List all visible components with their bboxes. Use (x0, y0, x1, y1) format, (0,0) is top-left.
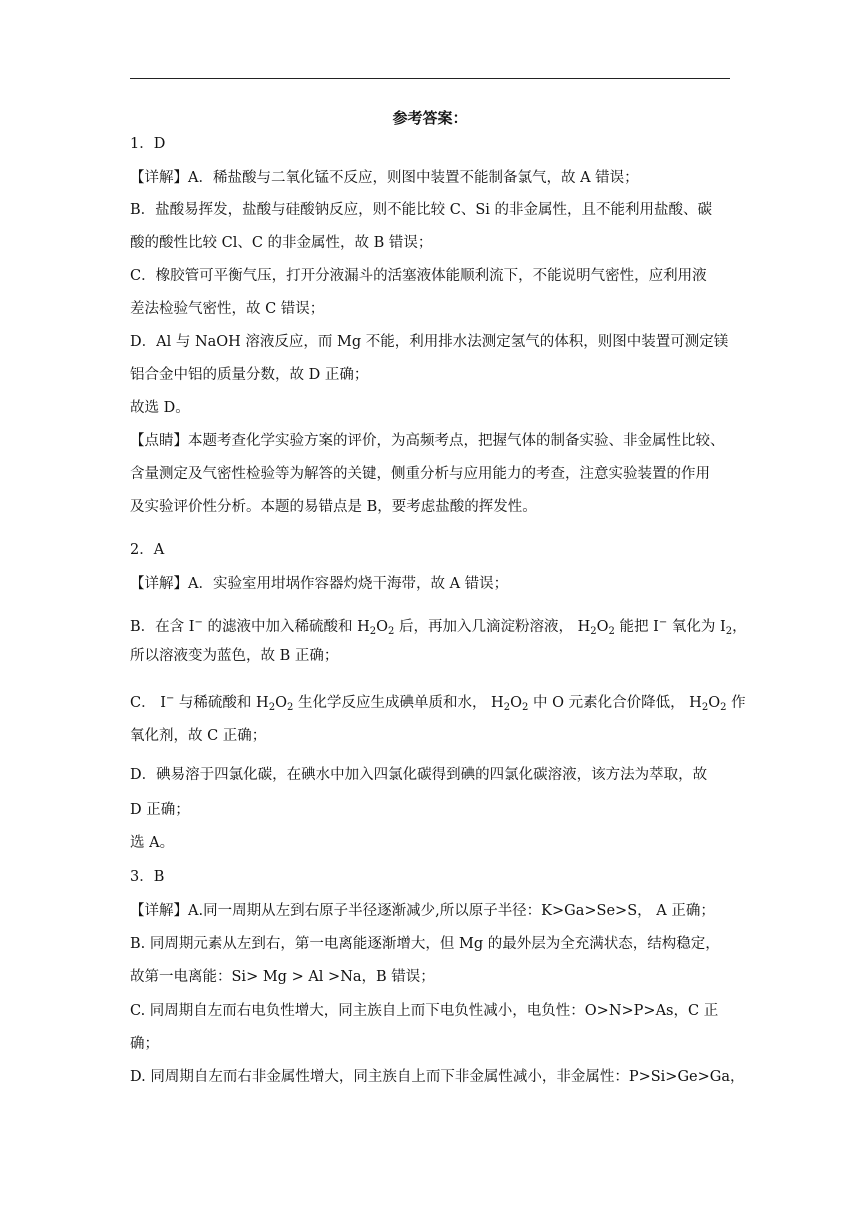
q1-line: C．橡胶管可平衡气压，打开分液漏斗的活塞液体能顺利流下，不能说明气密性，应利用液 (130, 268, 707, 284)
q3-line: 故第一电离能：Si> Mg > Al >Na，B 错误； (130, 969, 435, 985)
page-title: 参考答案： (392, 109, 468, 127)
q3-answer: 3．B (130, 869, 165, 885)
q1-answer: 1．D (130, 136, 166, 152)
q2-line: 所以溶液变为蓝色，故 B 正确； (130, 648, 339, 664)
q2-line-formula: C． I− 与稀硫酸和 $H_2O_2$ 生化学反应生成碘单质和水， $H_2O_2$ 中 O 元素化合价降低， $H_2O_2$ 作 (130, 693, 746, 713)
q1-line: 【详解】A．稀盐酸与二氧化锰不反应，则图中装置不能制备氯气，故 A 错误； (130, 170, 639, 186)
header-rule (130, 78, 730, 79)
q1-line: 及实验评价性分析。本题的易错点是 B，要考虑盐酸的挥发性。 (130, 499, 537, 515)
q2-line-formula: B．在含 I− 的滤液中加入稀硫酸和 $H_2O_2$ 后，再加入几滴淀粉溶液， $H_2O_2$ 能把 I− 氧化为 $I_2$， (130, 617, 747, 637)
q3-line: 确； (130, 1036, 159, 1052)
q1-line: 【点睛】本题考查化学实验方案的评价，为高频考点，把握气体的制备实验、非金属性比较、 (130, 433, 725, 449)
q2-answer: 2．A (130, 542, 165, 558)
q3-line: 【详解】A.同一周期从左到右原子半径逐渐减少,所以原子半径：K>Ga>Se>S， A 正确； (130, 903, 715, 919)
q1-line: 含量测定及气密性检验等为解答的关键，侧重分析与应用能力的考查，注意实验装置的作用 (130, 466, 710, 482)
q3-line: B. 同周期元素从左到右，第一电离能逐渐增大，但 Mg 的最外层为全充满状态，结构稳定， (130, 936, 720, 952)
q3-line: C. 同周期自左而右电负性增大，同主族自上而下电负性减小，电负性：O>N>P>As，C 正 (130, 1003, 719, 1019)
q2-line: 选 A。 (130, 835, 175, 851)
q3-line: D. 同周期自左而右非金属性增大，同主族自上而下非金属性减小，非金属性：P>Si>Ge>Ga， (130, 1069, 745, 1085)
q1-line: 酸的酸性比较 Cl、C 的非金属性，故 B 错误； (130, 235, 433, 251)
q1-line: 故选 D。 (130, 400, 190, 416)
q2-line: 氧化剂，故 C 正确； (130, 728, 267, 744)
q2-line: D．碘易溶于四氯化碳，在碘水中加入四氯化碳得到碘的四氯化碳溶液，该方法为萃取，故 (130, 767, 708, 783)
q1-line: 铝合金中铝的质量分数，故 D 正确； (130, 367, 369, 383)
q2-line: D 正确； (130, 802, 190, 818)
q1-line: B．盐酸易挥发，盐酸与硅酸钠反应，则不能比较 C、Si 的非金属性，且不能利用盐酸、碳 (130, 202, 713, 218)
q2-line: 【详解】A．实验室用坩埚作容器灼烧干海带，故 A 错误； (130, 576, 509, 592)
q1-line: D．Al 与 NaOH 溶液反应，而 Mg 不能，利用排水法测定氢气的体积，则图中装置可测定镁 (130, 334, 729, 350)
q1-line: 差法检验气密性，故 C 错误； (130, 301, 325, 317)
